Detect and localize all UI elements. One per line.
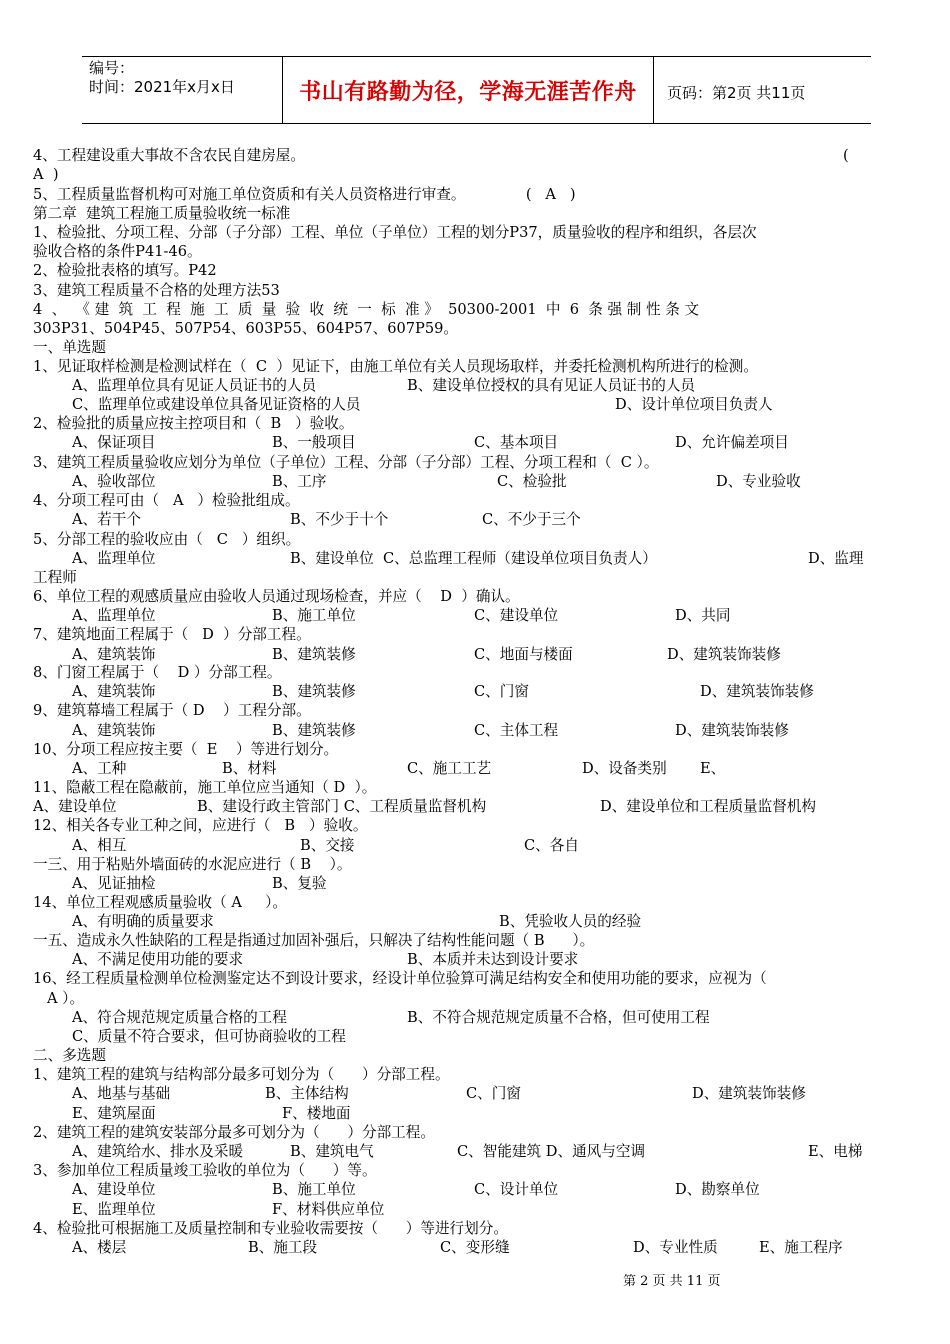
text-line: B、本质并未达到设计要求 bbox=[407, 951, 579, 968]
text-line: D、设计单位项目负责人 bbox=[615, 396, 773, 413]
text-line: A、监理单位具有见证人员证书的人员 bbox=[72, 377, 317, 394]
text-line: C、基本项目 bbox=[474, 434, 559, 451]
text-line: 2、建筑工程的建筑安装部分最多可划分为（ ）分部工程。 bbox=[33, 1124, 435, 1141]
text-line: D、建筑装饰装修 bbox=[675, 722, 789, 739]
text-line: 10、分项工程应按主要（ E ）等进行划分。 bbox=[33, 741, 339, 758]
text-line: B、工序 bbox=[272, 473, 327, 490]
text-line: ( bbox=[843, 147, 849, 164]
text-line: 6、单位工程的观感质量应由验收人员通过现场检查，并应（ D ）确认。 bbox=[33, 588, 520, 605]
text-line: D、专业验收 bbox=[716, 473, 801, 490]
text-line: D、建设单位和工程质量监督机构 bbox=[600, 798, 817, 815]
text-line: 一、单选题 bbox=[33, 339, 106, 356]
text-line: B、建筑装修 bbox=[272, 722, 356, 739]
text-line: C、监理单位或建设单位具备见证资格的人员 bbox=[72, 396, 361, 413]
text-line: D、监理 bbox=[808, 550, 864, 567]
text-line: E、监理单位 bbox=[72, 1201, 156, 1218]
text-line: A、验收部位 bbox=[72, 473, 156, 490]
text-line: A、监理单位 bbox=[72, 550, 156, 567]
page-indicator: 页码：第2页 共11页 bbox=[667, 84, 806, 102]
text-line: D、专业性质 bbox=[633, 1239, 718, 1256]
text-line: D、设备类别 bbox=[582, 760, 667, 777]
text-line: A、工种 bbox=[72, 760, 127, 777]
text-line: B、主体结构 bbox=[265, 1085, 349, 1102]
text-line: A、有明确的质量要求 bbox=[72, 913, 214, 930]
text-line: A、建筑装饰 bbox=[72, 646, 156, 663]
text-line: B、凭验收人员的经验 bbox=[499, 913, 642, 930]
text-line: D、建筑装饰装修 bbox=[700, 683, 814, 700]
page-footer: 第 2 页 共 11 页 bbox=[623, 1274, 721, 1289]
text-line: B、不符合规范规定质量不合格，但可使用工程 bbox=[407, 1009, 710, 1026]
text-line: D、建筑装饰装修 bbox=[692, 1085, 806, 1102]
text-line: C、主体工程 bbox=[474, 722, 559, 739]
text-line: C、建设单位 bbox=[474, 607, 559, 624]
text-line: C、各自 bbox=[524, 837, 579, 854]
text-line: C、检验批 bbox=[497, 473, 567, 490]
text-line: F、楼地面 bbox=[282, 1105, 351, 1122]
text-line: 16、经工程质量检测单位检测鉴定达不到设计要求，经设计单位验算可满足结构安全和使用功能的要求，应视为（ bbox=[33, 970, 767, 987]
text-line: E、施工程序 bbox=[759, 1239, 843, 1256]
text-line: B、复验 bbox=[272, 875, 327, 892]
text-line: E、电梯 bbox=[808, 1143, 863, 1160]
text-line: 14、单位工程观感质量验收（ A ）。 bbox=[33, 894, 287, 911]
text-line: B、施工单位 bbox=[272, 1181, 356, 1198]
text-line: 一五、造成永久性缺陷的工程是指通过加固补强后，只解决了结构性能问题（ B ）。 bbox=[33, 932, 595, 949]
text-line: B、施工段 bbox=[248, 1239, 318, 1256]
text-line: A ) bbox=[33, 166, 59, 183]
text-line: 工程师 bbox=[33, 569, 77, 586]
text-line: B、材料 bbox=[222, 760, 277, 777]
text-line: A、符合规范规定质量合格的工程 bbox=[72, 1009, 287, 1026]
text-line: A、不满足使用功能的要求 bbox=[72, 951, 244, 968]
text-line: E、 bbox=[700, 760, 726, 777]
text-line: A、建设单位 bbox=[33, 798, 117, 815]
text-line: A、建筑给水、排水及采暖 bbox=[72, 1143, 244, 1160]
text-line: D、建筑装饰装修 bbox=[667, 646, 781, 663]
header-meta bbox=[89, 59, 284, 97]
text-line: B、建筑装修 bbox=[272, 646, 356, 663]
text-line: B、建设行政主管部门 C、工程质量监督机构 bbox=[197, 798, 487, 815]
text-line: 一三、用于粘贴外墙面砖的水泥应进行（ B ）。 bbox=[33, 856, 352, 873]
motto: 书山有路勤为径，学海无涯苦作舟 bbox=[299, 79, 637, 105]
text-line: 1、建筑工程的建筑与结构部分最多可划分为（ ）分部工程。 bbox=[33, 1066, 450, 1083]
text-line: A、建筑装饰 bbox=[72, 683, 156, 700]
text-line: 8、门窗工程属于（ D ）分部工程。 bbox=[33, 664, 282, 681]
text-line: 3、建筑工程质量不合格的处理方法53 bbox=[33, 282, 280, 299]
text-line: B、建设单位 C、总监理工程师（建设单位项目负责人） bbox=[290, 550, 657, 567]
number-label: 编号： bbox=[89, 59, 135, 77]
text-line: C、不少于三个 bbox=[482, 511, 581, 528]
text-line: 303P31、504P45、507P54、603P55、604P57、607P59。 bbox=[33, 320, 459, 337]
time-label: 时间：2021年x月x日 bbox=[89, 78, 235, 96]
text-line: 3、参加单位工程质量竣工验收的单位为（ ）等。 bbox=[33, 1162, 377, 1179]
text-line: 二、多选题 bbox=[33, 1047, 106, 1064]
text-line: C、门窗 bbox=[466, 1085, 521, 1102]
text-line: 1、见证取样检测是检测试样在（ C ）见证下，由施工单位有关人员现场取样，并委托检测机构所进行的检测。 bbox=[33, 358, 758, 375]
text-line: 9、建筑幕墙工程属于（ D ）工程分部。 bbox=[33, 702, 311, 719]
text-line: 11、隐蔽工程在隐蔽前，施工单位应当通知（ D ）。 bbox=[33, 779, 377, 796]
text-line: A、地基与基础 bbox=[72, 1085, 171, 1102]
text-line: C、质量不符合要求，但可协商验收的工程 bbox=[72, 1028, 346, 1045]
text-line: B、一般项目 bbox=[272, 434, 356, 451]
text-line: 3、建筑工程质量验收应划分为单位（子单位）工程、分部（子分部）工程、分项工程和（ C ）。 bbox=[33, 454, 659, 471]
text-line: 5、工程质量监督机构可对施工单位资质和有关人员资格进行审查。 ( A ) bbox=[33, 186, 576, 203]
text-line: C、设计单位 bbox=[474, 1181, 559, 1198]
text-line: 4、检验批可根据施工及质量控制和专业验收需要按（ ）等进行划分。 bbox=[33, 1220, 508, 1237]
text-line: C、地面与楼面 bbox=[474, 646, 573, 663]
text-line: 1、检验批、分项工程、分部（子分部）工程、单位（子单位）工程的划分P37，质量验收的程序和组织，各层次 bbox=[33, 224, 757, 241]
text-line: 4、分项工程可由（ A ）检验批组成。 bbox=[33, 492, 300, 509]
text-line: D、共同 bbox=[675, 607, 731, 624]
text-line: B、建筑电气 bbox=[290, 1143, 374, 1160]
text-line: A、建筑装饰 bbox=[72, 722, 156, 739]
text-line: A、相互 bbox=[72, 837, 127, 854]
text-line: 5、分部工程的验收应由（ C ）组织。 bbox=[33, 531, 301, 548]
text-line: C、智能建筑 D、通风与空调 bbox=[457, 1143, 646, 1160]
text-line: 第二章 建筑工程施工质量验收统一标准 bbox=[33, 205, 291, 222]
text-line: C、施工工艺 bbox=[407, 760, 492, 777]
page-header bbox=[82, 56, 871, 124]
text-line: C、门窗 bbox=[474, 683, 529, 700]
header-motto-cell bbox=[282, 57, 654, 123]
text-line: D、勘察单位 bbox=[675, 1181, 760, 1198]
text-line: A、监理单位 bbox=[72, 607, 156, 624]
text-line: B、建设单位授权的具有见证人员证书的人员 bbox=[407, 377, 696, 394]
text-line: 2、检验批表格的填写。P42 bbox=[33, 262, 217, 279]
text-line: 验收合格的条件P41-46。 bbox=[33, 243, 202, 260]
text-line: A、见证抽检 bbox=[72, 875, 156, 892]
text-line: 2、检验批的质量应按主控项目和（ B ）验收。 bbox=[33, 415, 354, 432]
text-line: B、施工单位 bbox=[272, 607, 356, 624]
text-line: A、保证项目 bbox=[72, 434, 156, 451]
text-line: A、建设单位 bbox=[72, 1181, 156, 1198]
text-line: B、不少于十个 bbox=[290, 511, 389, 528]
text-line: 7、建筑地面工程属于（ D ）分部工程。 bbox=[33, 626, 311, 643]
text-line: 12、相关各专业工种之间，应进行（ B ）验收。 bbox=[33, 817, 368, 834]
text-line: 4、工程建设重大事故不含农民自建房屋。 bbox=[33, 147, 305, 164]
text-line: B、建筑装修 bbox=[272, 683, 356, 700]
text-line: D、允许偏差项目 bbox=[675, 434, 789, 451]
text-line: A、楼层 bbox=[72, 1239, 127, 1256]
text-line: A ）。 bbox=[47, 990, 85, 1007]
text-line: F、材料供应单位 bbox=[272, 1201, 385, 1218]
text-line: 4 、 《 建 筑 工 程 施 工 质 量 验 收 统 一 标 准 》 50300-2001 中 6 条 强 制 性 条 文 bbox=[33, 301, 700, 318]
text-line: C、变形缝 bbox=[440, 1239, 510, 1256]
text-line: B、交接 bbox=[300, 837, 355, 854]
text-line: A、若干个 bbox=[72, 511, 141, 528]
text-line: E、建筑屋面 bbox=[72, 1105, 156, 1122]
